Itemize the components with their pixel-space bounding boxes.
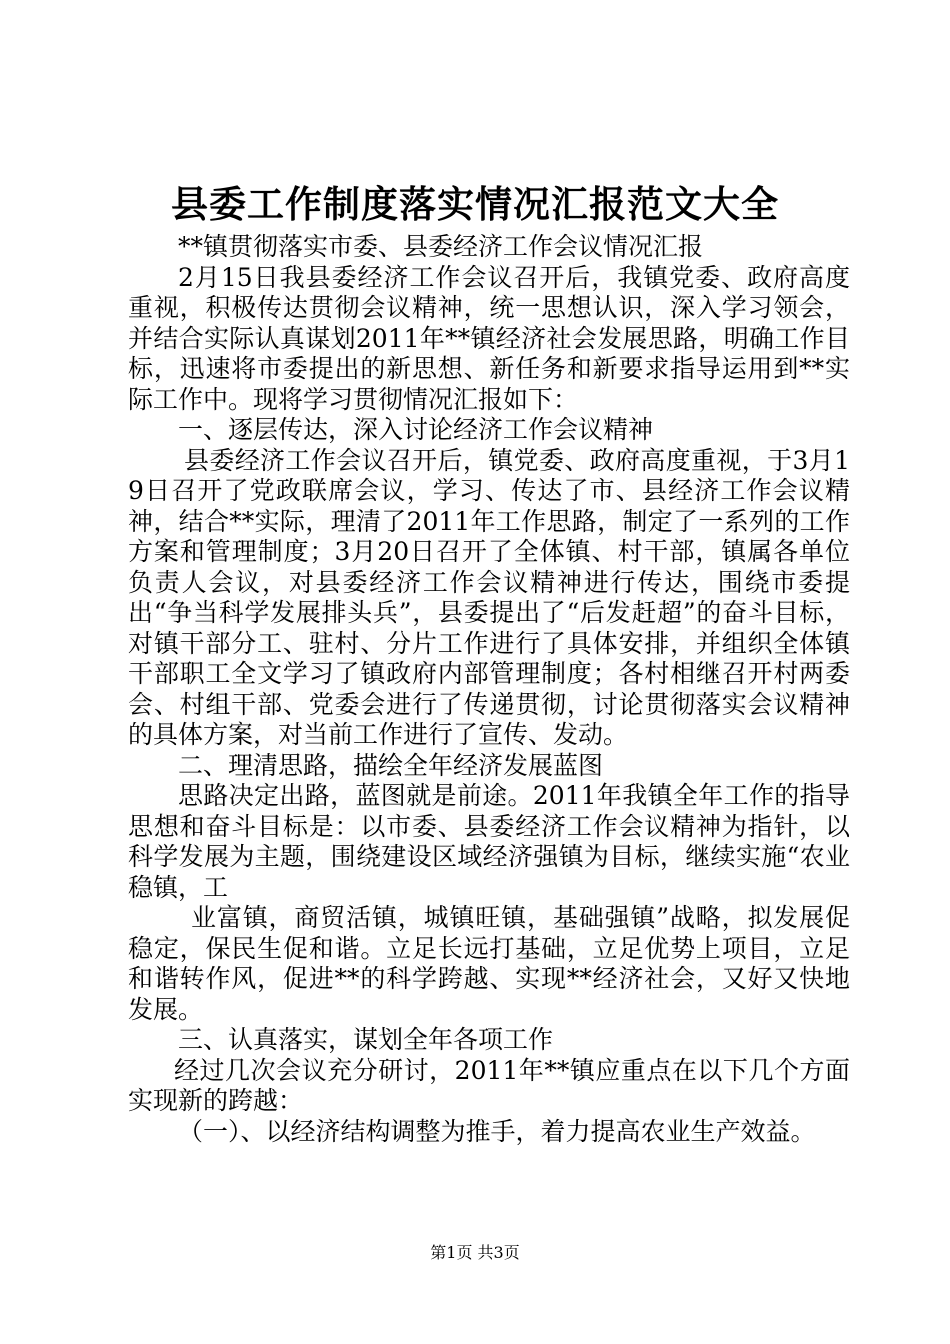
paragraph-subtitle: **镇贯彻落实市委、县委经济工作会议情况汇报 — [178, 232, 704, 261]
page-footer: 第1页 共3页 — [430, 1243, 520, 1262]
sub-heading-1: （一）、以经济结构调整为推手，着力提高农业生产效益。 — [178, 1116, 816, 1146]
paragraph-section-1: 县委经济工作会议召开后，镇党委、政府高度重视，于3月19日召开了党政联席会议，学习、传达了市、县经济工作会议精神，结合**实际，理清了2011年工作思路，制定了一系列的工作方案和管理制度；3月20日召开了全体镇、村干部，镇属各单位负责人会议，对县委经济工作会议精神进行传达，围绕市委提出“争当科学发展排头兵”，县委提出了“后发赶超”的奋斗目标，对镇干部分工、驻村、分片工作进行了具体安排，并组织全体镇干部职工全文学习了镇政府内部管理制度；各村相继召开村两委会、村组干部、党委会进行了传递贯彻，讨论贯彻落实会议精神的具体方案，对当前工作进行了宣传、发动。 — [128, 445, 850, 749]
document-title: 县委工作制度落实情况汇报范文大全 — [171, 182, 779, 226]
document-body — [128, 232, 850, 1147]
paragraph-section-2-continued: 业富镇，商贸活镇，城镇旺镇，基础强镇”战略，拟发展促稳定，保民生促和谐。立足长远打基础，立足优势上项目，立足和谐转作风，促进**的科学跨越、实现**经济社会，又好又快地发展。 — [128, 903, 850, 1024]
section-heading-3: 三、认真落实，谋划全年各项工作 — [178, 1025, 554, 1054]
paragraph-section-3: 经过几次会议充分研讨，2011年**镇应重点在以下几个方面实现新的跨越： — [128, 1055, 850, 1115]
section-heading-1: 一、逐层传达，深入讨论经济工作会议精神 — [178, 415, 654, 444]
paragraph-section-2: 思路决定出路，蓝图就是前途。2011年我镇全年工作的指导思想和奋斗目标是：以市委、县委经济工作会议精神为指针，以科学发展为主题，围绕建设区域经济强镇为目标，继续实施“农业稳镇，工 — [128, 781, 850, 902]
section-heading-2: 二、理清思路，描绘全年经济发展蓝图 — [178, 750, 604, 780]
paragraph-intro: 2月15日我县委经济工作会议召开后，我镇党委、政府高度重视，积极传达贯彻会议精神，统一思想认识，深入学习领会，并结合实际认真谋划2011年**镇经济社会发展思路，明确工作目标，迅速将市委提出的新思想、新任务和新要求指导运用到**实际工作中。现将学习贯彻情况汇报如下： — [128, 262, 850, 414]
